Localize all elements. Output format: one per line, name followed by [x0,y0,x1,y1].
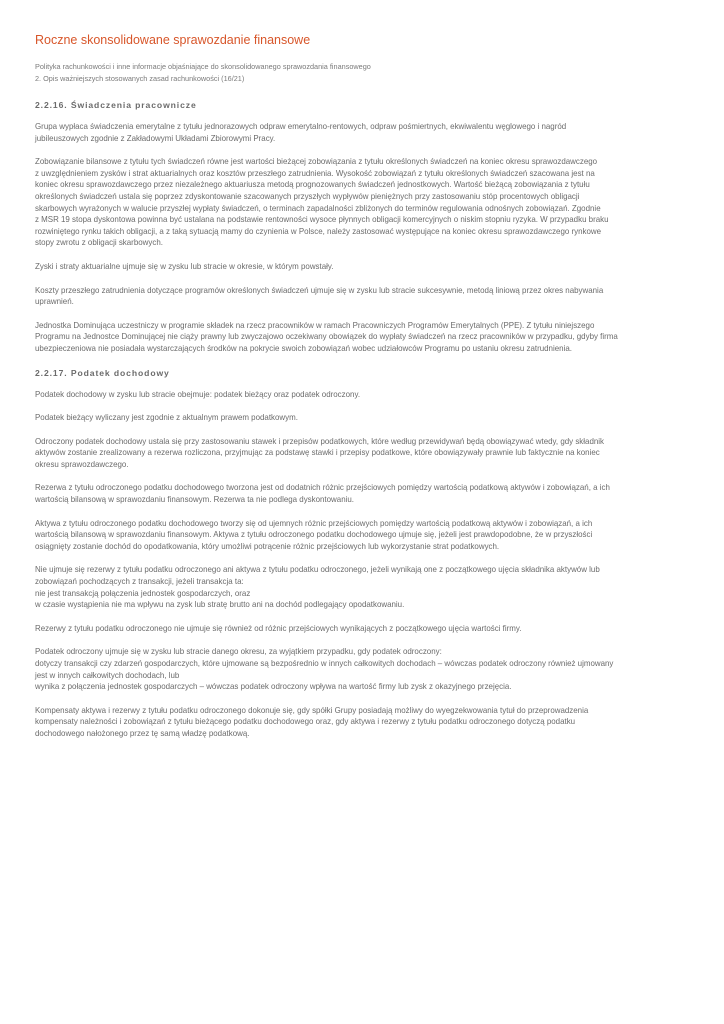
paragraph-line: jubileuszowych zgodnie z Zakładowymi Układami Zbiorowymi Pracy. [35,133,276,143]
paragraph [35,705,689,740]
paragraph-line: okresu sprawozdawczego. [35,459,129,469]
paragraph-line: wartością bilansową w sprawozdaniu finansowym. Aktywa z tytułu odroczonego podatku dochodowego ujmuje się, jeżeli jest prawdopodobne, że w przyszłości [35,530,593,540]
section-heading: 2.2.17. Podatek dochodowy [35,367,170,378]
paragraph [35,261,689,273]
paragraph-line: kompensaty należności i zobowiązań z tytułu bieżącego podatku dochodowego oraz, gdy aktywa i rezerwy z tytułu podatku odroczonego dotyczą podatku [35,717,576,727]
paragraph-line: z MSR 19 stopa dyskontowa powinna być ustalana na podstawie rentowności wysoce płynnych obligacji komercyjnych o niskim stopniu ryzyka. W przypadku braku [35,215,609,225]
paragraph-line: Zobowiązanie bilansowe z tytułu tych świadczeń równe jest wartości bieżącej zobowiązania z tytułu określonych świadczeń na koniec okresu sprawozdawczego [35,157,598,167]
document-body [35,99,689,740]
paragraph [35,285,689,308]
breadcrumb-line: Polityka rachunkowości i inne informacje objaśniające do skonsolidowanego sprawozdania finansowego [35,62,371,71]
paragraph-line: dotyczy transakcji czy zdarzeń gospodarczych, które ujmowane są bezpośrednio w innych całkowitych dochodach – wówczas podatek odroczony również ujmowany [35,659,614,668]
paragraph-line: Rezerwy z tytułu podatku odroczonego nie ujmuje się również od różnic przejściowych wynikających z początkowego ujęcia wartości firmy. [35,623,522,633]
paragraph [35,156,689,249]
paragraph-line: z uwzględnieniem zysków i strat aktuarialnych oraz kosztów przeszłego zatrudnienia. Wysokość zobowiązań z tytułu określonych świadczeń szacowana jest na [35,168,595,178]
paragraph-line: ubezpieczeniowa nie posiadała wystarczających środków na pokrycie swoich zobowiązań wobec udziałowców Programu po ustaniu okresu zatrudnienia. [35,343,572,353]
paragraph-line: Jednostka Dominująca uczestniczy w programie składek na rzecz pracowników w ramach Pracowniczych Programów Emerytalnych (PPE). Z tytułu niniejszego [35,320,595,330]
paragraph-line: wynika z połączenia jednostek gospodarczych – wówczas podatek odroczony wpływa na wartość firmy lub zysk z okazyjnego przejęcia. [35,682,512,692]
paragraph-line: rozwiniętego rynku takich obligacji, a z taką sytuacją mamy do czynienia w Polsce, należy zastosować występujące na koniec okresu sprawozdawczego rynkowe [35,226,602,236]
paragraph [35,646,689,692]
paragraph-line: aktywów zostanie zrealizowany a rezerwa rozliczona, przyjmując za podstawę stawki i przepisy podatkowe, które obowiązywały prawnie lub faktycznie na koniec [35,448,600,458]
paragraph-line: Kompensaty aktywa i rezerwy z tytułu podatku odroczonego dokonuje się, gdy spółki Grupy posiadają możliwy do wyegzekwowania tytuł do przeprowadzenia [35,705,589,715]
paragraph [35,518,689,553]
paragraph-line: dochodowego nałożonego przez tę samą władzę podatkową. [35,728,250,738]
paragraph-line: uprawnień. [35,297,74,307]
paragraph-line: Podatek dochodowy w zysku lub stracie obejmuje: podatek bieżący oraz podatek odroczony. [35,389,361,399]
paragraph-line: Zyski i straty aktuarialne ujmuje się w zysku lub stracie w okresie, w którym powstały. [35,261,334,271]
paragraph-line: Odroczony podatek dochodowy ustala się przy zastosowaniu stawek i przepisów podatkowych, które według przewidywań będą obowiązywać wtedy, gdy składnik [35,436,605,446]
paragraph-line: Programu na Jednostce Dominującej nie ciąży prawny lub zwyczajowo oczekiwany obowiązek do wypłaty świadczeń na rzecz pracowników w przypadku, gdyby firma [35,332,618,342]
paragraph-line: jest w innych całkowitych dochodach, lub [35,670,180,680]
paragraph [35,121,689,144]
paragraph-line: Podatek bieżący wyliczany jest zgodnie z aktualnym prawem podatkowym. [35,413,298,423]
paragraph [35,436,689,471]
paragraph-line: Aktywa z tytułu odroczonego podatku dochodowego tworzy się od ujemnych różnic przejściowych pomiędzy wartością podatkową aktywów i zobowiązań, a ich [35,518,593,528]
paragraph-line: Nie ujmuje się rezerwy z tytułu podatku odroczonego ani aktywa z tytułu podatku odroczonego, jeżeli wynikają one z początkowego ujęcia składnika aktywów lub [35,565,600,575]
paragraph-line: stopy zwrotu z obligacji skarbowych. [35,238,163,248]
paragraph-line: Rezerwa z tytułu odroczonego podatku dochodowego tworzona jest od dodatnich różnic przejściowych pomiędzy wartością podatkową aktywów i zobowiązań, a ich [35,483,610,493]
document-page [35,32,689,752]
paragraph-line: w czasie wystąpienia nie ma wpływu na zysk lub stratę brutto ani na dochód podlegający opodatkowaniu. [35,600,405,610]
section-heading: 2.2.16. Świadczenia pracownicze [35,100,197,110]
document-title: Roczne skonsolidowane sprawozdanie finansowe [35,33,311,47]
paragraph-line: wartością bilansową w sprawozdaniu finansowym. Rezerwa ta nie podlega dyskontowaniu. [35,495,354,505]
paragraph [35,412,689,424]
paragraph [35,482,689,505]
paragraph-line: określonych świadczeń ustala się poprzez zdyskontowanie szacowanych przyszłych wypływów pieniężnych przy zastosowaniu stóp procentowych obligacji [35,191,580,201]
paragraph [35,564,689,610]
paragraph-line: koniec okresu sprawozdawczego przez niezależnego aktuariusza metodą prognozowanych świadczeń jednostkowych. Wartość bieżącą zobowiązania z tytułu [35,180,590,190]
paragraph [35,623,689,635]
paragraph-line: zobowiązań pochodzących z transakcji, jeżeli transakcja ta: [35,577,244,587]
breadcrumb-line: 2. Opis ważniejszych stosowanych zasad rachunkowości (16/21) [35,73,245,83]
paragraph-line: Koszty przeszłego zatrudnienia dotyczące programów określonych świadczeń ujmuje się w zysku lub stracie sukcesywnie, metodą liniową przez okres nabywania [35,285,604,295]
paragraph-line: skarbowych wyrażonych w walucie przyszłej wypłaty świadczeń, o terminach zapadalności zbliżonych do terminów regulowania odnośnych zobowiązań. Zgodnie [35,203,601,213]
paragraph-line: nie jest transakcją połączenia jednostek gospodarczych, oraz [35,588,251,598]
paragraph-line: Grupa wypłaca świadczenia emerytalne z tytułu jednorazowych odpraw emerytalno-rentowych, odpraw pośmiertnych, ekwiwalentu węglowego i nagród [35,122,567,131]
breadcrumb [35,61,689,84]
paragraph [35,389,689,401]
paragraph-line: osiągnięty zostanie dochód do opodatkowania, który umożliwi potrącenie różnic przejściowych lub wykorzystanie strat podatkowych. [35,541,500,551]
paragraph-line: Podatek odroczony ujmuje się w zysku lub stracie danego okresu, za wyjątkiem przypadku, gdy podatek odroczony: [35,647,442,657]
paragraph [35,320,689,355]
